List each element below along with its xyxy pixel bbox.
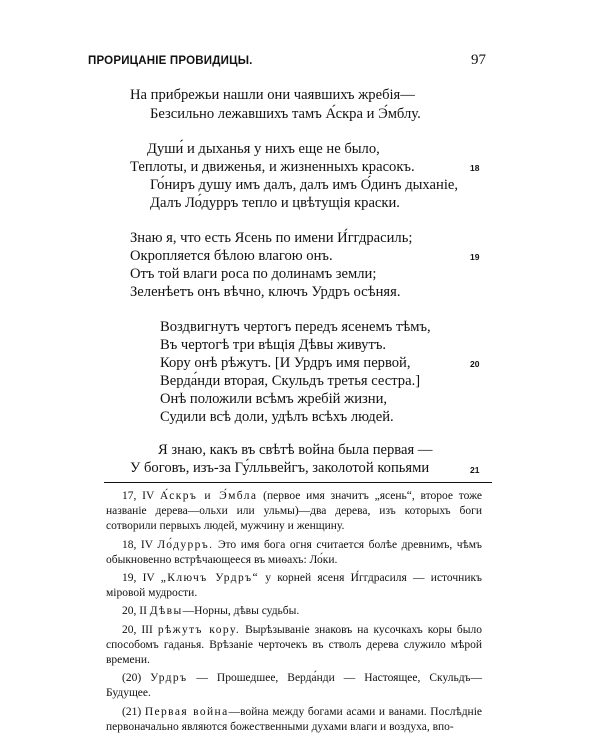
footnote-ref: (20) [122, 672, 142, 685]
footnotes [106, 489, 482, 735]
verse-line: Знаю я, что есть Ясень по имени И́ггдрасиль; [130, 230, 413, 246]
verse-line: Кору онѣ рѣжутъ. [И Урдръ имя первой, [160, 355, 411, 371]
verse-line: Я знаю, какъ въ свѣтѣ война была первая — [158, 442, 433, 458]
running-head: ПРОРИЦАНІЕ ПРОВИДИЦЫ. [88, 55, 253, 67]
footnote-ref: 19, IV [122, 572, 155, 585]
verse-line: Окропляется бѣлою влагою онъ. [130, 248, 333, 264]
footnote [106, 538, 482, 568]
page-header [88, 52, 486, 72]
footnote-term: „Ключъ Урдръ“ [160, 572, 259, 585]
footnote-text: Вырѣзываніе знаковъ на кусочкахъ коры было способомъ гаданья. Врѣзаніе черточекъ въ стволъ дерева служило мѣрой времени. [106, 623, 482, 667]
footnote [106, 489, 482, 535]
footnote-text: —Норны, дѣвы судьбы. [182, 605, 300, 618]
stanza-number-21: 21 [470, 465, 480, 475]
footnote-term: Урдръ [150, 672, 188, 685]
footnote-ref: 20, II [122, 605, 147, 618]
verse-line: Судили всѣ доли, удѣлъ всѣхъ людей. [160, 409, 394, 425]
footnote-ref: (21) [122, 705, 142, 718]
footnote [106, 623, 482, 669]
verse-line: Онѣ положили всѣмъ жребій жизни, [160, 391, 388, 407]
verse-line: Души́ и дыханья у нихъ еще не было, [147, 141, 380, 157]
footnote-text: — Прошедшее, Верда́нди — Настоящее, Скульдъ— Будущее. [106, 672, 482, 700]
verse-line: На прибрежьи нашли они чаявшихъ жребія— [130, 87, 415, 103]
stanza-number-19: 19 [470, 252, 480, 262]
verse-line: Въ чертогѣ три вѣщія Дѣвы живутъ. [160, 337, 387, 353]
verse-line: Зеленѣетъ онъ вѣчно, ключъ Урдръ осѣняя. [130, 284, 401, 300]
verse-line: Далъ Ло́дурръ тепло и цвѣтущія краски. [150, 195, 400, 211]
footnote-term: рѣжутъ кору. [157, 623, 241, 636]
footnote-ref: 18, IV [122, 538, 153, 551]
footnote-text: Это имя бога огня считается болѣе древнимъ, чѣмъ обыкновенно встрѣчающееся въ миѳахъ: Ло́ки. [106, 538, 482, 566]
footnote-text: —война между богами асами и ванами. Послѣдніе первоначально являются божественными духами влаги и воздуха, впо- [106, 705, 482, 733]
verse-line: Теплоты, и движенья, и жизненныхъ красокъ. [130, 159, 415, 175]
verse-line: Отъ той влаги роса по долинамъ земли; [130, 266, 377, 282]
footnote-text: (первое имя значитъ „ясень“, второе тоже названіе дерева—ольхи или ульмы)—два дерева, изъ которыхъ боги сотворили первыхъ людей, мужчину и женщину. [106, 490, 482, 533]
footnote-text: у корней ясеня И́ггдрасиля — источникъ міровой мудрости. [106, 572, 483, 600]
footnote-term: А́скръ и Э́мбла [159, 490, 258, 502]
page-number: 97 [471, 52, 486, 68]
footnote [106, 705, 482, 735]
footnote-divider [104, 482, 492, 483]
footnote-term: Дѣвы [149, 605, 183, 618]
verse-line: Го́ниръ душу имъ далъ, далъ имъ О́динъ дыханіе, [150, 177, 459, 193]
footnote-term: Ло́дурръ. [157, 538, 214, 551]
stanza-number-20: 20 [470, 359, 480, 369]
footnote-ref: 17, IV [122, 490, 155, 502]
verse-line: Верда́нди вторая, Скульдъ третья сестра.] [160, 373, 421, 389]
verse-line: У боговъ, изъ-за Гу́лльвейгъ, заколотой копьями [130, 460, 430, 476]
stanza-number-18: 18 [470, 163, 480, 173]
footnote [106, 604, 482, 619]
footnote-ref: 20, III [122, 623, 153, 636]
verse-line: Безсильно лежавшихъ тамъ А́скра и Э́мблу. [150, 106, 421, 122]
footnote [106, 571, 482, 601]
verse-line: Воздвигнутъ чертогъ передъ ясенемъ тѣмъ, [160, 319, 431, 335]
footnote [106, 671, 482, 701]
footnote-term: Первая война [144, 705, 229, 718]
